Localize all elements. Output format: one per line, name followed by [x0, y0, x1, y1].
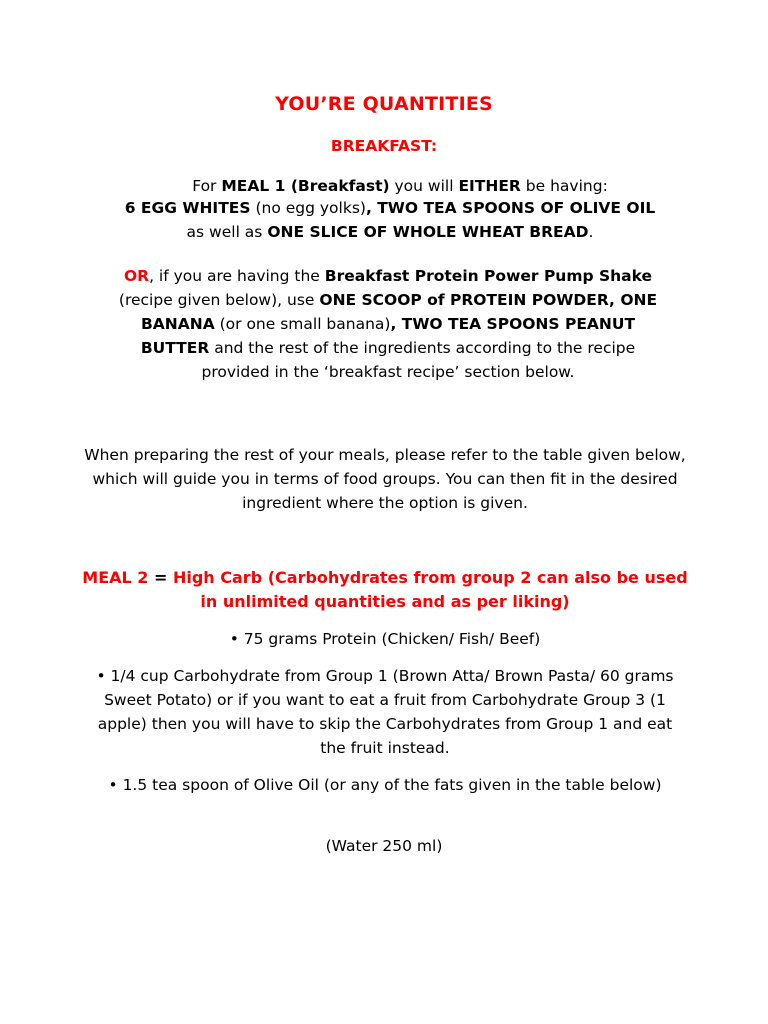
- or-peanut-butter: , TWO TEA SPOONS PEANUT BUTTER: [140, 315, 636, 357]
- meal2-label: MEAL 2: [82, 568, 149, 587]
- meal1-shake-option: [118, 264, 658, 384]
- water-note: (Water 250 ml): [325, 837, 443, 855]
- egg-end: .: [588, 223, 594, 241]
- egg-bread: ONE SLICE OF WHOLE WHEAT BREAD: [267, 223, 589, 241]
- meal2-desc: High Carb (Carbohydrates from group 2 can also be used in unlimited quantities and as per liking): [172, 568, 688, 611]
- meals-guide-paragraph: When preparing the rest of your meals, please refer to the table given below, which will guide you in terms of food groups. You can then fit in the desired ingredient where the option is given.: [84, 446, 686, 512]
- or-text-1: , if you are having the: [149, 267, 325, 285]
- meal1-intro-mid: you will: [389, 177, 459, 195]
- list-item: • 1/4 cup Carbohydrate from Group 1 (Brown Atta/ Brown Pasta/ 60 grams Sweet Potato) or if you want to eat a fruit from Carbohydrate Group 3 (1 apple) then you will have to skip the Carbohydrates from Group 1 and eat the fruit instead.: [96, 667, 674, 757]
- or-word: OR: [123, 267, 150, 285]
- list-item: • 1.5 tea spoon of Olive Oil (or any of the fats given in the table below): [108, 776, 662, 794]
- meal1-intro-meal: MEAL 1 (Breakfast): [221, 177, 390, 195]
- meal2-eq: =: [148, 568, 173, 587]
- egg-oil: , TWO TEA SPOONS OF OLIVE OIL: [365, 199, 656, 217]
- list-item: • 75 grams Protein (Chicken/ Fish/ Beef): [229, 630, 541, 648]
- meal1-intro-pre: For: [192, 177, 222, 195]
- or-text-4: and the rest of the ingredients according to the recipe provided in the ‘breakfast recipe’ section below.: [201, 339, 636, 381]
- egg-note: (no egg yolks): [250, 199, 366, 217]
- or-scoop: ONE SCOOP of PROTEIN POWDER, ONE BANANA: [140, 291, 658, 333]
- meal2-heading: [80, 566, 690, 614]
- meal1-intro-post: be having:: [520, 177, 608, 195]
- egg-aswell: as well as: [186, 223, 268, 241]
- or-text-3: (or one small banana): [214, 315, 391, 333]
- egg-whites: 6 EGG WHITES: [124, 199, 251, 217]
- or-text-2: (recipe given below), use: [118, 291, 320, 309]
- meal1-intro-either: EITHER: [458, 177, 521, 195]
- page-title: YOU’RE QUANTITIES: [275, 93, 493, 115]
- section-heading-breakfast: BREAKFAST:: [330, 137, 438, 155]
- meal1-egg-option: [120, 196, 660, 244]
- or-shake: Breakfast Protein Power Pump Shake: [324, 267, 653, 285]
- meal1-intro: [140, 174, 660, 198]
